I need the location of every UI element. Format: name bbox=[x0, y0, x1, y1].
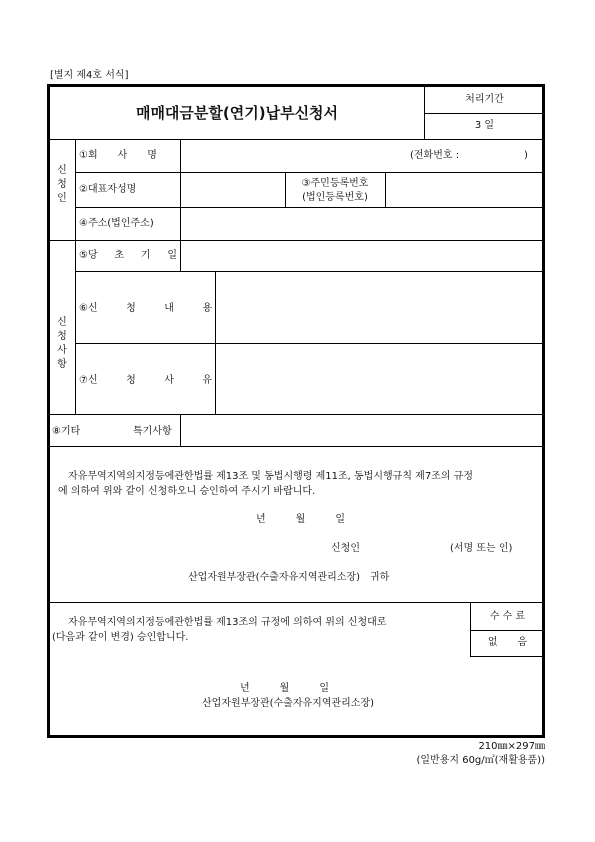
representative-label: ②대표자성명 bbox=[79, 184, 137, 195]
label-part: 사 bbox=[164, 375, 174, 386]
statement-line-2: 에 의하여 위와 같이 신청하오니 승인하여 주시기 바랍니다. bbox=[58, 486, 316, 497]
phone-close: ) bbox=[524, 150, 528, 161]
initial-date-label bbox=[79, 250, 177, 262]
footer-paper: (일반용지 60g/㎡(재활용품)) bbox=[416, 755, 545, 766]
divider bbox=[75, 139, 76, 240]
company-name-label: ①회 사 명 bbox=[79, 150, 157, 161]
fee-value: 없 음 bbox=[487, 637, 528, 648]
divider bbox=[470, 656, 545, 657]
divider bbox=[180, 240, 181, 271]
addressee: 산업자원부장관(수출자유지역관리소장) 귀하 bbox=[188, 572, 390, 583]
label-part: 청 bbox=[126, 375, 136, 386]
divider bbox=[180, 414, 181, 446]
label-part: 유 bbox=[202, 375, 212, 386]
divider bbox=[424, 113, 545, 114]
phone-label: (전화번호 : bbox=[410, 150, 460, 161]
divider bbox=[50, 414, 545, 415]
footer-size: 210㎜×297㎜ bbox=[478, 741, 545, 752]
statement-date: 년 월 일 bbox=[256, 514, 345, 525]
other-label: ⑧기타 bbox=[52, 426, 81, 437]
label-part: 청 bbox=[126, 303, 136, 314]
approval-issuer: 산업자원부장관(수출자유지역관리소장) bbox=[202, 698, 375, 709]
approval-date: 년 월 일 bbox=[240, 683, 329, 694]
reg-number-label: ③주민등록번호 bbox=[301, 178, 369, 189]
approval-line-1: 자유무역지역의지정등에관한법률 제13조의 규정에 의하여 위의 신청대로 bbox=[68, 617, 387, 628]
label-part: 기 bbox=[140, 250, 151, 261]
divider bbox=[180, 139, 181, 240]
label-part: ⑦신 bbox=[79, 375, 98, 386]
corp-reg-number-label: (법인등록번호) bbox=[302, 192, 368, 203]
divider bbox=[75, 240, 76, 414]
divider bbox=[50, 446, 545, 447]
divider bbox=[75, 207, 545, 208]
label-part: ⑤당 bbox=[79, 250, 98, 261]
label-part: ⑥신 bbox=[79, 303, 98, 314]
applicant-sign-label: 신청인 bbox=[331, 543, 360, 554]
form-number: [별지 제4호 서식] bbox=[50, 70, 129, 81]
fee-label: 수 수 료 bbox=[489, 611, 526, 622]
statement-line-1: 자유무역지역의지정등에관한법률 제13조 및 동법시행령 제11조, 동법시행규칙 제7조의 규정 bbox=[68, 471, 474, 482]
label-part: 초 bbox=[114, 250, 125, 261]
divider bbox=[470, 630, 545, 631]
label-part: 용 bbox=[202, 303, 212, 314]
request-reason-label bbox=[79, 375, 212, 387]
divider bbox=[75, 343, 545, 344]
divider bbox=[75, 172, 545, 173]
divider bbox=[75, 271, 545, 272]
request-group-label: 신 청 사 항 bbox=[57, 317, 67, 370]
processing-value: 3 일 bbox=[474, 120, 495, 131]
signature-label: (서명 또는 인) bbox=[450, 543, 513, 554]
divider bbox=[50, 139, 545, 140]
form-title: 매매대금분할(연기)납부신청서 bbox=[135, 104, 339, 122]
divider bbox=[50, 240, 545, 241]
processing-label: 처리기간 bbox=[465, 94, 504, 105]
special-notes-label: 특기사항 bbox=[133, 426, 172, 437]
applicant-group-label: 신 청 인 bbox=[57, 165, 67, 204]
approval-line-2: (다음과 같이 변경) 승인합니다. bbox=[52, 632, 189, 643]
label-part: 내 bbox=[164, 303, 174, 314]
request-content-label bbox=[79, 303, 212, 315]
address-label: ④주소(법인주소) bbox=[79, 218, 154, 229]
divider bbox=[385, 172, 386, 207]
label-part: 일 bbox=[167, 250, 177, 261]
